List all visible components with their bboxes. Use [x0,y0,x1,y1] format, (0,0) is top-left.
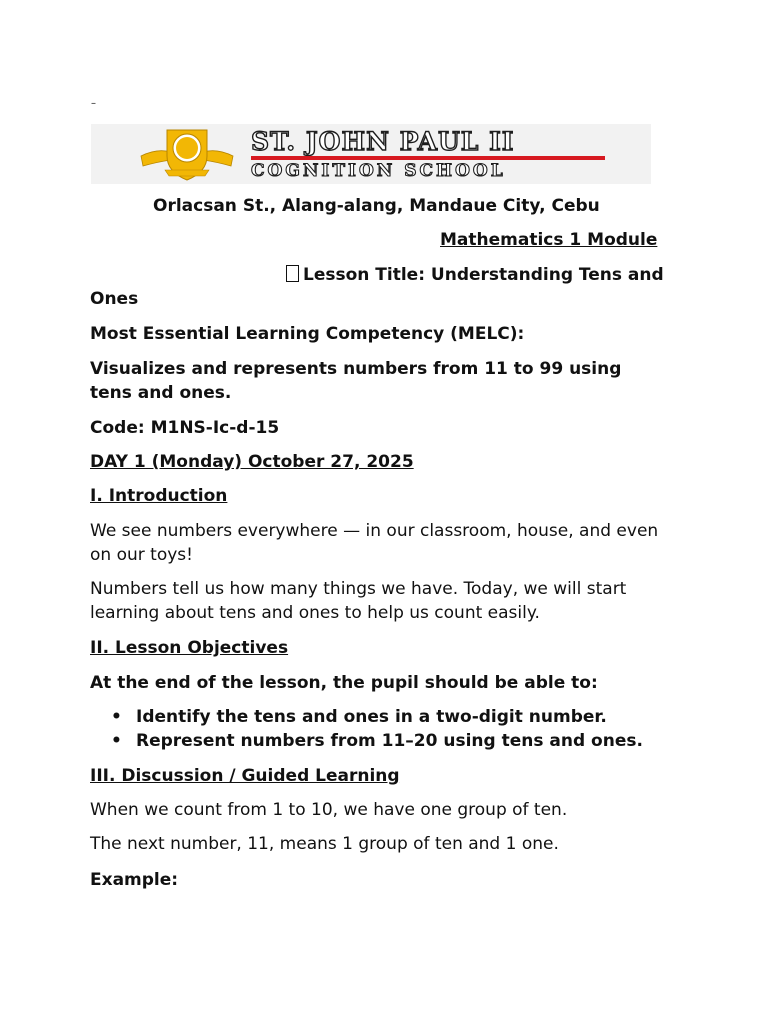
intro-paragraph1-line2: on our toys! [90,545,193,565]
bullet-icon: • [111,707,122,727]
missing-glyph-icon [286,265,299,282]
school-address: Orlacsan St., Alang-alang, Mandaue City, Cebu [153,196,600,216]
objectives-lead: At the end of the lesson, the pupil should be able to: [90,673,598,693]
objectives-heading: II. Lesson Objectives [90,638,289,658]
header-mark: – [91,98,96,109]
melc-code: Code: M1NS-Ic-d-15 [90,418,280,438]
example-label: Example: [90,870,179,890]
list-item [108,705,643,729]
melc-text-line2: tens and ones. [90,383,232,403]
module-title: Mathematics 1 Module [440,230,658,250]
day-heading: DAY 1 (Monday) October 27, 2025 [90,452,414,472]
intro-paragraph2-line1: Numbers tell us how many things we have. Today, we will start [90,579,627,599]
discussion-paragraph2: The next number, 11, means 1 group of ten and 1 one. [90,834,559,854]
lesson-title-text: Lesson Title: Understanding Tens and [303,265,664,285]
melc-heading: Most Essential Learning Competency (MELC): [90,324,525,344]
list-item [108,729,643,753]
objectives-list [108,705,643,753]
lesson-title [286,263,664,287]
school-name-bottom: COGNITION SCHOOL [251,161,506,181]
bullet-icon: • [111,731,122,751]
introduction-heading: I. Introduction [90,486,228,506]
intro-paragraph2-line2: learning about tens and ones to help us count easily. [90,603,540,623]
school-crest-icon [137,126,237,182]
lesson-title-continued: Ones [90,289,139,309]
discussion-heading: III. Discussion / Guided Learning [90,766,400,786]
school-banner [91,124,651,184]
discussion-paragraph1: When we count from 1 to 10, we have one group of ten. [90,800,568,820]
intro-paragraph1-line1: We see numbers everywhere — in our classroom, house, and even [90,521,659,541]
school-name-top: ST. JOHN PAUL II [251,127,515,156]
objective-text: Identify the tens and ones in a two-digit number. [136,707,607,727]
school-name-divider [251,156,605,160]
objective-text: Represent numbers from 11–20 using tens and ones. [136,731,643,751]
melc-text-line1: Visualizes and represents numbers from 11 to 99 using [90,359,622,379]
